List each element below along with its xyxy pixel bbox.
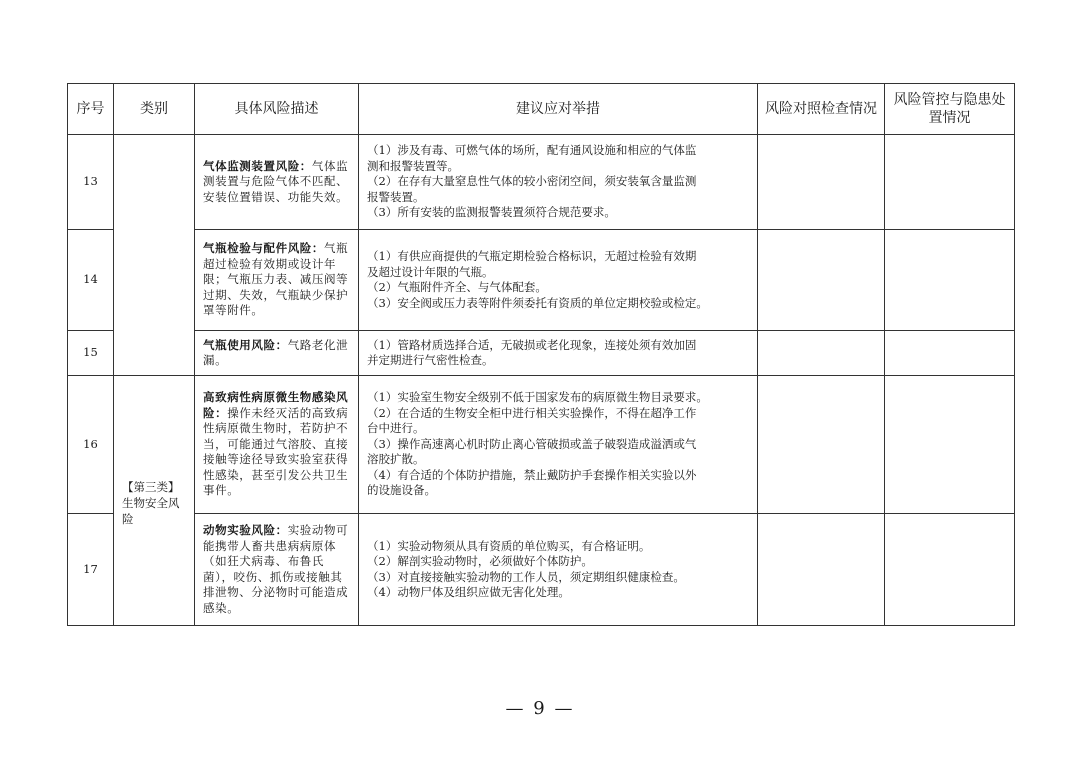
measures-cell: [359, 514, 758, 626]
measure-line: （3）所有安装的监测报警装置须符合规范要求。: [367, 205, 616, 220]
measure-line: （3）操作高速离心机时防止离心管破损或盖子破裂造成溢洒或气: [367, 436, 697, 451]
risk-body: 操作未经灭活的高致病性病原微生物时，若防护不当，可能通过气溶胶、直接接触等途径导致实验室获得性感染，甚至引发公共卫生事件。: [203, 405, 349, 498]
measures-cell: [359, 135, 758, 230]
check-status-cell[interactable]: [758, 514, 885, 626]
row-number: 16: [68, 376, 114, 514]
risk-title: 动物实验风险：: [203, 523, 288, 537]
risk-description: [195, 135, 359, 230]
measure-line: （1）管路材质选择合适，无破损或老化现象，连接处须有效加固: [367, 337, 697, 352]
measure-line: （4）动物尸体及组织应做无害化处理。: [367, 585, 570, 599]
control-status-cell[interactable]: [885, 376, 1015, 514]
row-number: 13: [68, 135, 114, 230]
header-control-status: 风险管控与隐患处置情况: [885, 84, 1015, 135]
measure-line: 台中进行。: [367, 421, 425, 436]
measures-cell: [359, 331, 758, 376]
measure-line: 报警装置。: [367, 189, 425, 204]
header-seq: 序号: [68, 84, 114, 135]
risk-description: [195, 514, 359, 626]
check-status-cell[interactable]: [758, 230, 885, 331]
risk-body: 气路老化泄漏。: [203, 337, 349, 367]
check-status-cell[interactable]: [758, 135, 885, 230]
table-row: [68, 331, 1015, 376]
measure-line: （2）在合适的生物安全柜中进行相关实验操作，不得在超净工作: [367, 405, 697, 420]
control-status-cell[interactable]: [885, 135, 1015, 230]
risk-title: 高致病性病原微生物感染风险：: [203, 390, 349, 420]
table-row: [68, 376, 1015, 514]
row-number: 17: [68, 514, 114, 626]
measure-line: （3）安全阀或压力表等附件须委托有资质的单位定期校验或检定。: [367, 295, 708, 310]
measure-line: 并定期进行气密性检查。: [367, 353, 494, 367]
measure-line: （2）气瓶附件齐全、与气体配套。: [367, 280, 547, 294]
measures-cell: [359, 376, 758, 514]
control-status-cell[interactable]: [885, 514, 1015, 626]
header-risk-description: 具体风险描述: [195, 84, 359, 135]
control-status-cell[interactable]: [885, 230, 1015, 331]
measure-line: （4）有合适的个体防护措施，禁止戴防护手套操作相关实验以外: [367, 467, 697, 482]
check-status-cell[interactable]: [758, 376, 885, 514]
measure-line: （1）实验动物须从具有资质的单位购买，有合格证明。: [367, 538, 651, 553]
measure-line: （2）在存有大量窒息性气体的较小密闭空间，须安装氧含量监测: [367, 174, 697, 189]
category-label: 【第三类】生物安全风险: [114, 376, 195, 626]
measure-line: 的设施设备。: [367, 483, 436, 498]
risk-table: [67, 83, 1015, 626]
measure-line: （1）涉及有毒、可燃气体的场所，配有通风设施和相应的气体监: [367, 143, 697, 158]
risk-title: 气瓶检验与配件风险：: [203, 241, 324, 256]
table-row: [68, 135, 1015, 230]
measure-line: （1）有供应商提供的气瓶定期检验合格标识，无超过检验有效期: [367, 249, 697, 263]
measures-cell: [359, 230, 758, 331]
category-cell-empty: [114, 135, 195, 376]
risk-body: 气体监测装置与危险气体不匹配、安装位置错误、功能失效。: [203, 158, 349, 204]
header-measures: 建议应对举措: [359, 84, 758, 135]
risk-description: [195, 376, 359, 514]
header-category: 类别: [114, 84, 195, 135]
measure-line: 测和报警装置等。: [367, 158, 459, 173]
row-number: 14: [68, 230, 114, 331]
risk-title: 气体监测装置风险：: [203, 158, 312, 173]
header-check-status: 风险对照检查情况: [758, 84, 885, 135]
table-row: [68, 230, 1015, 331]
risk-body: 实验动物可能携带人畜共患病病原体（如狂犬病毒、布鲁氏菌），咬伤、抓伤或接触其排泄物、分泌物时可能造成感染。: [203, 523, 349, 615]
risk-description: [195, 230, 359, 331]
page-number: — 9 —: [505, 698, 575, 719]
measure-line: （1）实验室生物安全级别不低于国家发布的病原微生物目录要求。: [367, 390, 708, 405]
risk-body: 气瓶超过检验有效期或设计年限；气瓶压力表、减压阀等过期、失效，气瓶缺少保护罩等附件。: [203, 241, 349, 318]
header-row: [68, 84, 1015, 135]
check-status-cell[interactable]: [758, 331, 885, 376]
measure-line: （2）解剖实验动物时，必须做好个体防护。: [367, 554, 593, 568]
risk-title: 气瓶使用风险：: [203, 337, 288, 352]
measure-line: （3）对直接接触实验动物的工作人员，须定期组织健康检查。: [367, 569, 685, 584]
risk-description: [195, 331, 359, 376]
measure-line: 及超过设计年限的气瓶。: [367, 264, 494, 279]
table-row: [68, 514, 1015, 626]
measure-line: 溶胶扩散。: [367, 452, 425, 467]
control-status-cell[interactable]: [885, 331, 1015, 376]
row-number: 15: [68, 331, 114, 376]
